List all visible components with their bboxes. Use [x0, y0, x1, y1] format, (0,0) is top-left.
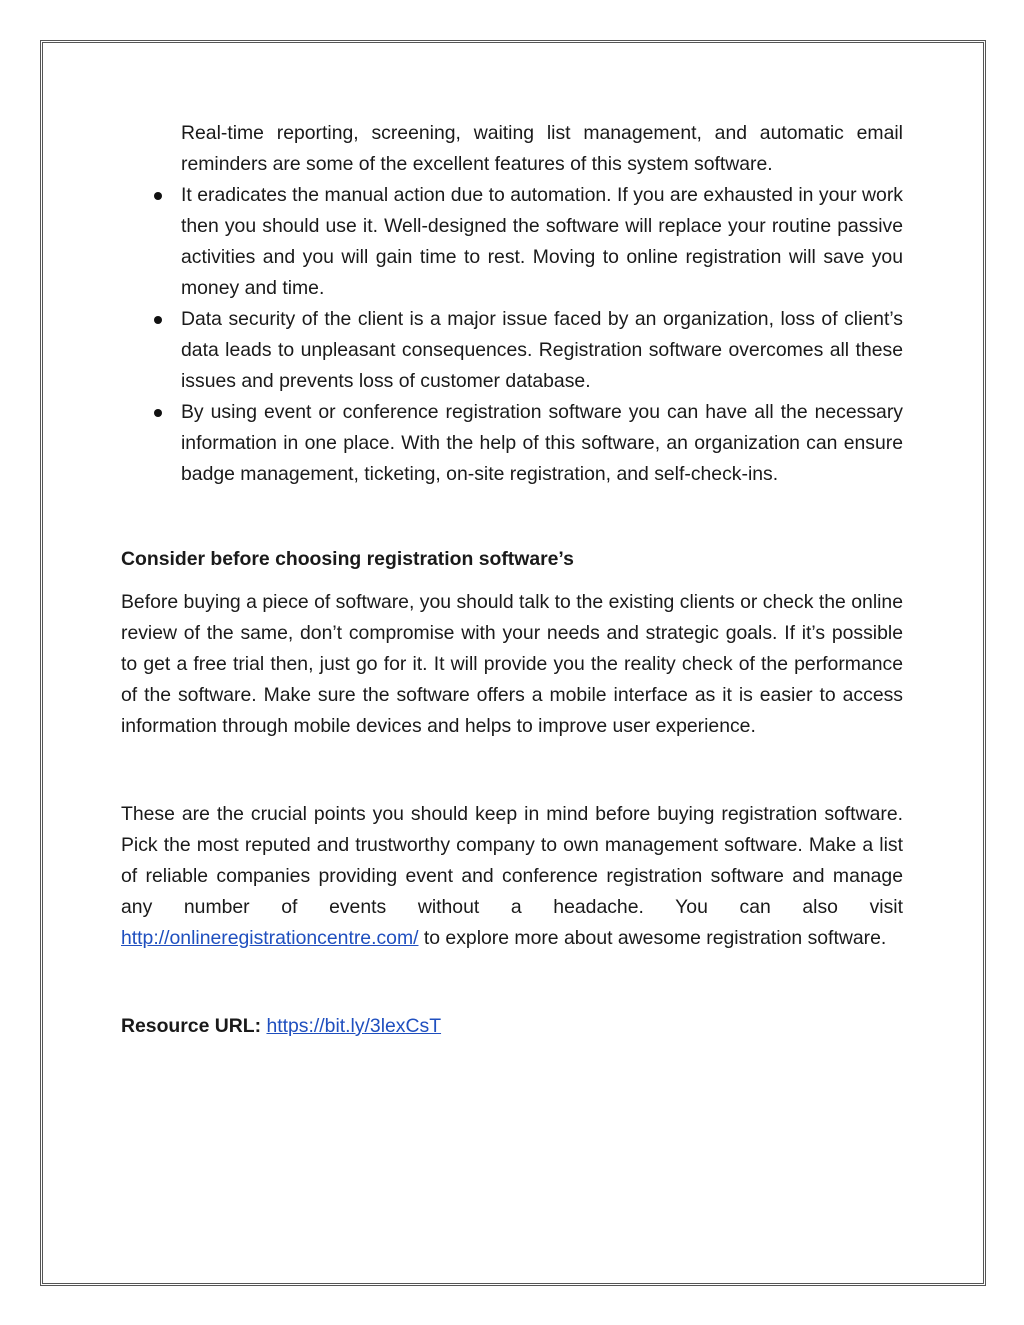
bullet-text: By using event or conference registration software you can have all the necessary information in one place. With the help of this software, an organization can ensure badge management, ticketing, on-site registration, and self-check-ins. [181, 401, 903, 485]
bullet-item-one-place [121, 397, 903, 490]
document-body [121, 118, 903, 1042]
resource-url-link[interactable]: https://bit.ly/3lexCsT [266, 1015, 442, 1037]
feature-bullet-list [121, 180, 903, 490]
paragraph-crucial-points [121, 799, 903, 954]
paragraph-text-after-link: to explore more about awesome registration software. [418, 927, 887, 949]
intro-continuation: Real-time reporting, screening, waiting list management, and automatic email reminders are some of the excellent features of this system software. [181, 122, 903, 175]
bullet-item-automation [121, 180, 903, 304]
resource-label: Resource URL: [121, 1015, 262, 1037]
bullet-icon [154, 409, 162, 417]
resource-line [121, 1011, 903, 1042]
section-heading: Consider before choosing registration software’s [121, 548, 574, 570]
paragraph-text-before-link: These are the crucial points you should keep in mind before buying registration software. Pick the most reputed and trustworthy company to own management software. Make a list of reliable companies providing event and conference registration software and manage any number of events without a headache. You can also visit [121, 803, 903, 918]
bullet-icon [154, 192, 162, 200]
online-registration-centre-link[interactable]: http://onlineregistrationcentre.com/ [121, 927, 419, 949]
bullet-text: Data security of the client is a major issue faced by an organization, loss of client’s data leads to unpleasant consequences. Registration software overcomes all these issues and prevents loss of customer database. [181, 308, 903, 392]
paragraph-before-buying: Before buying a piece of software, you should talk to the existing clients or check the online review of the same, don’t compromise with your needs and strategic goals. If it’s possible to get a free trial then, just go for it. It will provide you the reality check of the performance of the software. Make sure the software offers a mobile interface as it is easier to access information through mobile devices and helps to improve user experience. [121, 591, 903, 737]
bullet-icon [154, 316, 162, 324]
bullet-item-data-security [121, 304, 903, 397]
bullet-text: It eradicates the manual action due to automation. If you are exhausted in your work then you should use it. Well-designed the software will replace your routine passive activities and you will gain time to rest. Moving to online registration will save you money and time. [181, 184, 903, 299]
